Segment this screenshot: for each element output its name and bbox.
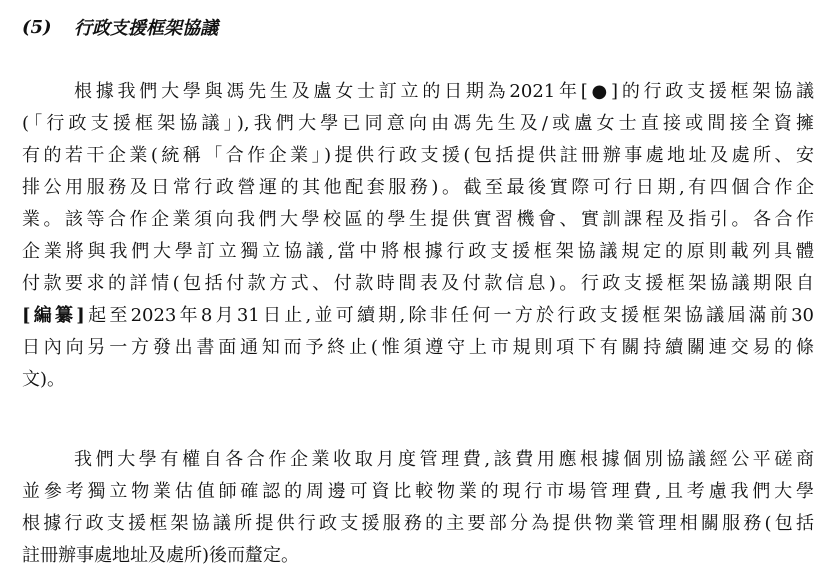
paragraph-admin-support-agreement [22,76,814,396]
section-heading [22,13,218,41]
paragraph-line [22,300,814,332]
section-title: 行政支援框架協議 [74,18,218,39]
paragraph-line: (「行政支援框架協議」),我們大學已同意向由馮先生及/或盧女士直接或間接全資擁 [22,113,814,134]
paragraph-line: 註冊辦事處地址及處所)後而釐定。 [22,545,300,566]
paragraph-management-fee [22,444,814,572]
paragraph-line: 根據我們大學與馮先生及盧女士訂立的日期為2021年[●]的行政支援框架協議 [74,81,814,102]
paragraph-line: 並參考獨立物業估值師確認的周邊可資比較物業的現行市場管理費,且考慮我們大學 [22,481,814,502]
paragraph-line: 日內向另一方發出書面通知而予終止(惟須遵守上市規則項下有關持續關連交易的條 [22,337,814,358]
paragraph-line: 根據行政支援框架協議所提供行政支援服務的主要部分為提供物業管理相關服務(包括 [22,513,814,534]
paragraph-line: 有的若干企業(統稱「合作企業」)提供行政支援(包括提供註冊辦事處地址及處所、安 [22,145,814,166]
paragraph-line: 付款要求的詳情(包括付款方式、付款時間表及付款信息)。行政支援框架協議期限自 [22,273,814,294]
paragraph-line: 業。該等合作企業須向我們大學校區的學生提供實習機會、實訓課程及指引。各合作 [22,209,814,230]
paragraph-line: 排公用服務及日常行政營運的其他配套服務)。截至最後實際可行日期,有四個合作企 [22,177,814,198]
section-number: (5) [22,16,52,38]
redacted-marker: [編纂] [22,305,85,326]
paragraph-line: 我們大學有權自各合作企業收取月度管理費,該費用應根據個別協議經公平磋商 [74,449,814,470]
paragraph-line: 文)。 [22,369,66,390]
paragraph-line-text: 起至2023年8月31日止,並可續期,除非任何一方於行政支援框架協議屆滿前30 [84,305,814,326]
paragraph-line: 企業將與我們大學訂立獨立協議,當中將根據行政支援框架協議規定的原則載列具體 [22,241,814,262]
